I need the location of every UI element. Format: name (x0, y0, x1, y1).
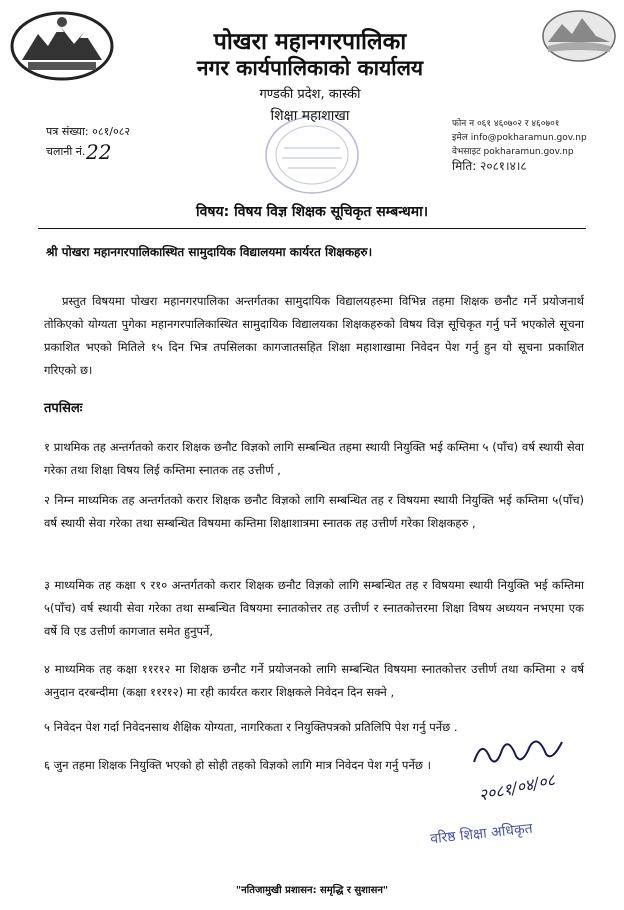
detail-item-5: ५ निवेदन पेश गर्दा निवेदनसाथ शैक्षिक योग्यता, नागरिकता र नियुक्तिपत्रको प्रतिलिपि पेश गर्नु पर्नेछ . (44, 720, 458, 734)
detail-item-4: ४ माध्यमिक तह कक्षा ११र१२ मा शिक्षक छनौट गर्ने प्रयोजनको लागि सम्बन्धित विषयमा स्नातकोत्तर उत्तीर्ण तथा कम्तिमा २ वर्ष अनुदान दरबन्दीमा (कक्षा ११र१२) मा रही कार्यरत करार शिक्षकले निवेदन दिन सक्ने , (44, 662, 584, 699)
letter-number-label: पत्र संख्या: (46, 125, 89, 138)
signature-icon (468, 732, 568, 772)
detail-item-3: ३ माध्यमिक तह कक्षा ९ र१० अन्तर्गतको करार शिक्षक छनौट विज्ञको लागि सम्बन्धित तह र विषयमा स्थायी नियुक्ति भई कम्तिमा ५(पाँच) वर्ष स्थायी सेवा गरेका तथा सम्बन्धित विषयमा स्नातकोत्तर तह उत्तीर्ण र स्नातकोत्तरमा शिक्षा विषय अध्ययन नभएमा एक वर्षे वि एड उत्तीर्ण कागजात समेत हुनुपर्ने, (44, 578, 584, 638)
detail-item-6: ६ जुन तहमा शिक्षक नियुक्ति भएको हो सोही तहको विज्ञको लागि मात्र निवेदन पेश गर्नु पर्नेछ । (44, 758, 431, 772)
contact-website: वेभसाइट pokharamun.gov.np (452, 147, 574, 157)
letter-date: मिति: २०८१।४।८ (452, 159, 527, 173)
dispatch-number (46, 144, 85, 159)
dispatch-number-label: चलानी नं. (46, 145, 86, 158)
subject-line: विषय: विषय विज्ञ शिक्षक सूचिकृत सम्बन्धमा। (195, 204, 429, 220)
designation: वरिष्ठ शिक्षा अधिकृत (429, 820, 534, 848)
letter-number (46, 124, 130, 139)
addressee: श्री पोखरा महानगरपालिकास्थित सामुदायिक विद्यालयमा कार्यरत शिक्षकहरु। (46, 245, 373, 259)
detail-item-1: १ प्राथमिक तह अन्तर्गतको करार शिक्षक छनौट विज्ञको लागि सम्बन्धित तहमा स्थायी नियुक्ति भई कम्तिमा ५ (पाँच) वर्ष स्थायी सेवा गरेका तथा शिक्षा विषय लिई कम्तिमा स्नातक तह उत्तीर्ण , (44, 440, 584, 477)
letter-number-value: ०८१/०८२ (92, 125, 131, 138)
subject-divider (38, 228, 586, 229)
pokhara-logo-icon (540, 8, 618, 64)
footer-slogan: "नतिजामुखी प्रशासन: समृद्धि र सुशासन" (235, 885, 389, 896)
detail-item-2: २ निम्न माध्यमिक तह अन्तर्गतको करार शिक्षक छनौट विज्ञको लागि सम्बन्धित तह र विषयमा स्थायी नियुक्ति भई कम्तिमा ५(पाँच) वर्ष स्थायी सेवा गरेका तथा सम्बन्धित विषयमा कम्तिमा शिक्षाशात्रमा स्नातक तह उत्तीर्ण गरेका शिक्षकहरु , (44, 493, 584, 530)
signature-date: २०८१/०४/०८ (476, 770, 557, 805)
office-subtitle: नगर कार्यपालिकाको कार्यालय (196, 56, 424, 80)
office-location: गण्डकी प्रदेश, कास्की (259, 87, 361, 102)
nepal-emblem-icon (8, 10, 116, 82)
office-stamp-icon (262, 114, 362, 196)
contact-email: इमेल info@pokharamun.gov.np (452, 133, 587, 143)
contact-phone: फोन न ०६१ ४६०७०२ र ४६०७०१ (452, 119, 560, 129)
intro-paragraph: प्रस्तुत विषयमा पोखरा महानगरपालिका अन्तर्गतका सामुदायिक विद्यालयहरुमा विभिन्न तहमा शिक्षक छनौट गर्ने प्रयोजनार्थ तोकिएको योग्यता पुगेका महानगरपालिकास्थित सामुदायिक विद्यालयका शिक्षकहरुको विषय विज्ञ सूचिकृत गर्नु पर्ने भएकोले सूचना प्रकाशित भएको मितिले १५ दिन भित्र तपसिलका कागजातसहित शिक्षा महाशाखामा निवेदन पेश गर्नु हुन यो सूचना प्रकाशित गरिएको छ। (44, 294, 584, 377)
details-heading: तपसिलः (44, 401, 83, 416)
dispatch-number-value: 22 (86, 140, 112, 164)
office-name: पोखरा महानगरपालिका (213, 29, 407, 55)
division-name: शिक्षा महाशाखा (270, 108, 350, 124)
